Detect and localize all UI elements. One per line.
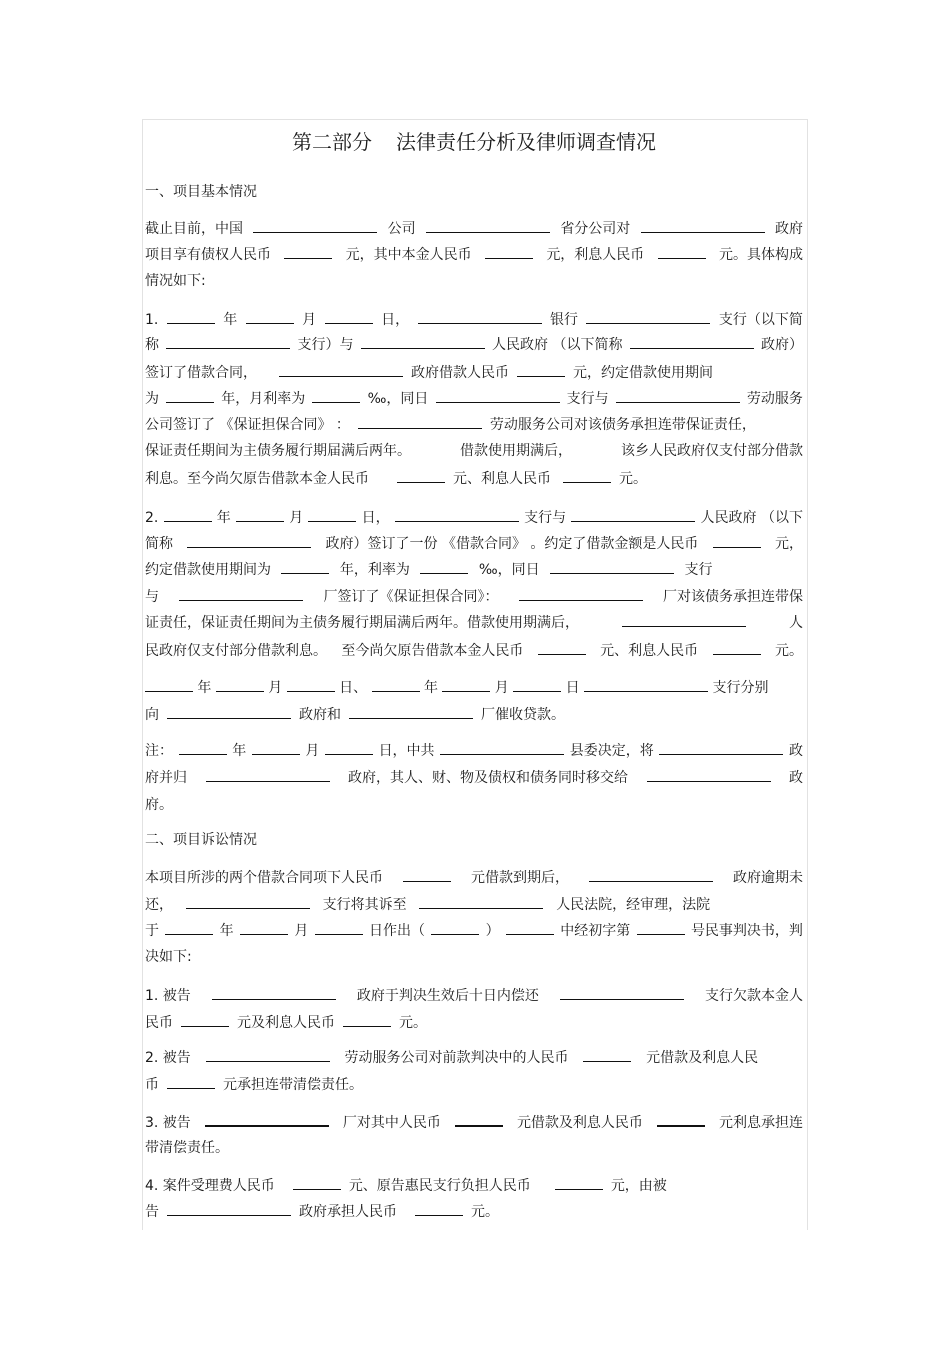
text-segment: 政 [789,770,803,786]
text-segment: 称 [145,337,159,353]
blank-field [246,308,294,324]
text-line [145,361,803,383]
text-segment: 元、利息人民币 [453,471,551,487]
blank-field [279,361,403,377]
text-segment: 元，其中本金人民币 [345,247,472,263]
blank-field [415,1200,463,1216]
text-line [145,766,803,788]
blank-field [372,676,420,692]
text-line [145,946,803,968]
text-segment: 与 [145,589,159,605]
text-segment: 政府）签订了一份 《借款合同》 。约定了借款金额是人民币 [325,536,699,552]
text-segment: 项目享有债权人民币 [145,247,271,263]
text-segment: 日， [361,510,390,526]
text-segment: 本项目所涉的两个借款合同项下人民币 [145,870,383,886]
text-line [145,308,803,330]
text-segment: 元。 [399,1015,427,1031]
text-segment: 公司签订了 《保证担保合同》 ： [145,417,350,433]
text-segment: 至今尚欠原告借款本金人民币 [341,643,524,659]
text-segment: 还， [145,897,173,913]
text-segment: 县委决定，将 [569,743,654,759]
blank-field [647,766,771,782]
text-segment: 政府，其人、财、物及债权和债务同时移交给 [348,770,628,786]
blank-field [517,361,565,377]
text-segment: 1. [145,312,159,328]
text-segment: 支行 [684,562,713,578]
blank-field [179,739,227,755]
text-segment: 政府借款人民币 [411,365,509,381]
text-segment: 省分公司对 [560,221,631,237]
text-line [145,243,803,265]
text-line [145,1011,803,1033]
text-segment: 厂对该债务承担连带保 [663,589,803,605]
blank-field [616,387,740,403]
blank-field [312,387,360,403]
text-segment: 政府和 [299,707,341,723]
text-segment: 日， [381,312,410,328]
text-segment: 证责任，保证责任期间为主债务履行期届满后两年。借款使用期满后， [145,615,579,631]
text-segment: 支行与 [524,510,567,526]
blank-field [216,676,264,692]
blank-field [589,866,713,882]
text-segment: 日，中共 [378,743,435,759]
text-line [145,413,803,435]
blank-field [325,308,373,324]
text-segment: 币 [145,1077,159,1093]
text-segment: 月 [494,680,509,696]
text-segment: 人民政府 （以下简称 [492,337,623,353]
text-segment: 年 [423,680,438,696]
blank-field [281,558,329,574]
text-segment: 厂对其中人民币 [342,1115,441,1131]
text-segment: 人民法院，经审理，法院 [556,897,711,913]
text-segment: 府并归 [145,770,187,786]
text-line [145,585,803,607]
blank-field [418,308,542,324]
blank-field [287,676,335,692]
text-segment: 中经初字第 [560,923,631,939]
blank-field [358,413,482,429]
blank-field [583,1046,631,1062]
text-segment: 元、利息人民币 [600,643,699,659]
text-segment: 元，由被 [610,1178,667,1194]
blank-field [506,919,554,935]
blank-field [236,506,284,522]
text-line [145,739,803,761]
text-line [145,217,803,239]
text-segment: 元。 [471,1204,499,1220]
text-segment: 利息。至今尚欠原告借款本金人民币 [145,471,369,487]
text-line [145,611,803,633]
text-segment: 借款使用期满后， [460,443,572,459]
text-segment: 元，约定借款使用期间 [573,365,713,381]
text-segment: 向 [145,707,159,723]
title-text: 法律责任分析及律师调查情况 [396,130,656,154]
blank-field [325,739,373,755]
blank-field [637,919,685,935]
blank-field [420,558,468,574]
text-segment: 政府于判决生效后十日内偿还 [356,988,539,1004]
blank-field [586,308,710,324]
text-line [145,270,803,292]
text-segment: 元承担连带清偿责任。 [223,1077,363,1093]
blank-field [240,919,288,935]
text-segment: 元， [774,536,803,552]
blank-field [440,739,564,755]
text-segment: 元。 [774,643,803,659]
text-segment: 元。 [619,471,647,487]
text-segment: 年 [197,680,212,696]
text-segment: 决如下: [145,949,192,965]
text-segment: 4. 案件受理费人民币 [145,1178,275,1194]
text-segment: 政府逾期未 [733,870,803,886]
text-segment: 政 [788,743,803,759]
text-segment: 年 [216,510,231,526]
text-line [145,1137,803,1159]
text-segment: 府。 [145,797,173,813]
text-segment: 支行分别 [712,680,769,696]
text-segment: 日作出（ [368,923,425,939]
blank-field [442,676,490,692]
blank-field [166,387,214,403]
blank-field [315,919,363,935]
text-line [145,703,803,725]
blank-field [293,1174,341,1190]
text-segment: 元利息承担连 [719,1115,803,1131]
text-segment: 简称 [145,536,173,552]
text-line [145,532,803,554]
text-line [145,333,803,355]
title-part: 第二部分 [292,130,372,154]
text-line [145,676,803,698]
text-segment: 注： [145,743,173,759]
text-line [145,866,803,888]
blank-field [419,893,543,909]
blank-field [658,243,706,259]
text-segment: 月 [294,923,309,939]
blank-field [431,919,479,935]
text-segment: 支行欠款本金人 [705,988,803,1004]
text-segment: 民币 [145,1015,173,1031]
blank-field [563,467,611,483]
blank-field [284,243,332,259]
text-line [145,984,803,1006]
text-line [145,1174,803,1196]
blank-field [436,387,560,403]
text-line [145,1110,803,1132]
blank-field [186,893,310,909]
blank-field [538,639,586,655]
text-line [145,467,803,489]
blank-field [252,739,300,755]
blank-field [630,333,754,349]
text-segment: 元借款及利息人民 [646,1050,759,1066]
text-segment: 日 [565,680,580,696]
text-segment: 为 [145,391,159,407]
text-segment: 公司 [387,221,416,237]
text-line [145,440,803,462]
blank-field [206,1046,330,1062]
text-segment: 厂催收贷款。 [481,707,565,723]
section-heading-litigation: 二、项目诉讼情况 [145,832,257,848]
text-segment: ） [485,923,500,939]
blank-field [485,243,533,259]
text-segment: 政府 [774,221,803,237]
blank-field [659,739,783,755]
blank-field [349,703,473,719]
text-segment: ‰，同日 [367,391,429,407]
blank-field [403,866,451,882]
text-segment: 月 [302,312,317,328]
blank-field [167,308,215,324]
blank-field [622,611,746,627]
blank-field [713,639,761,655]
text-segment: 民政府仅支付部分借款利息。 [145,643,327,659]
text-segment: 元借款到期后， [471,870,569,886]
text-segment: 政府承担人民币 [299,1204,397,1220]
blank-field [361,333,485,349]
text-segment: 3. 被告 [145,1115,191,1131]
text-line [145,1073,803,1095]
text-segment: 告 [145,1204,159,1220]
blank-field [713,532,761,548]
blank-field [167,1200,291,1216]
text-segment: 支行与 [566,391,609,407]
blank-field [571,506,695,522]
blank-field [641,217,765,233]
blank-field [145,676,193,692]
blank-field [657,1110,705,1127]
blank-field [212,984,336,1000]
text-segment: 人 [789,615,803,631]
text-line [145,1200,803,1222]
blank-field [179,585,303,601]
blank-field [397,467,445,483]
text-line [145,558,803,580]
blank-field [167,703,291,719]
text-segment: 厂签订了《保证担保合同》： [323,589,499,605]
text-segment: 年，利率为 [339,562,410,578]
text-segment: 日、 [339,680,368,696]
blank-field [205,1110,329,1127]
blank-field [560,984,684,1000]
text-segment: 于 [145,923,159,939]
text-segment: 劳动服务公司对该债务承担连带保证责任， [489,417,756,433]
text-segment: 年 [219,923,234,939]
text-segment: 元。具体构成 [718,247,803,263]
text-segment: 年 [232,743,247,759]
page-title [142,128,806,156]
blank-field [584,676,708,692]
text-segment: 年 [223,312,238,328]
blank-field [513,676,561,692]
text-segment: 情况如下: [145,273,206,289]
text-segment: 元借款及利息人民币 [516,1115,643,1131]
text-segment: 支行（以下简 [718,312,803,328]
blank-field [165,919,213,935]
blank-field [550,558,674,574]
blank-field [181,1011,229,1027]
text-segment: 月 [268,680,283,696]
text-segment: 元、原告惠民支行负担人民币 [348,1178,531,1194]
blank-field [206,766,330,782]
text-segment: 1. 被告 [145,988,191,1004]
blank-field [187,532,311,548]
text-segment: 签订了借款合同， [145,365,257,381]
text-segment: 2. [145,510,159,526]
text-segment: 政府） [760,337,803,353]
blank-field [555,1174,603,1190]
text-line [145,794,803,816]
blank-field [164,506,212,522]
blank-field [167,1073,215,1089]
text-line [145,639,803,661]
blank-field [253,217,377,233]
text-segment: 约定借款使用期间为 [145,562,271,578]
text-segment: 号民事判决书，判 [690,923,803,939]
text-segment: 月 [289,510,304,526]
text-segment: 该乡人民政府仅支付部分借款 [621,443,803,459]
text-segment: 支行将其诉至 [322,897,407,913]
blank-field [343,1011,391,1027]
blank-field [166,333,290,349]
text-segment: 支行）与 [297,337,354,353]
text-segment: 元及利息人民币 [237,1015,335,1031]
blank-field [395,506,519,522]
text-segment: 元，利息人民币 [546,247,645,263]
text-segment: 截止目前，中国 [145,221,243,237]
blank-field [455,1110,503,1127]
text-segment: 劳动服务 [746,391,803,407]
text-line [145,387,803,409]
text-segment: ‰，同日 [478,562,540,578]
text-segment: 银行 [549,312,578,328]
text-segment: 保证责任期间为主债务履行期届满后两年。 [145,443,411,459]
text-line [145,1046,803,1068]
blank-field [308,506,356,522]
text-segment: 劳动服务公司对前款判决中的人民币 [344,1050,569,1066]
text-segment: 年，月利率为 [221,391,306,407]
text-line [145,919,803,941]
blank-field [426,217,550,233]
text-segment: 月 [305,743,320,759]
text-segment: 带清偿责任。 [145,1140,229,1156]
text-line [145,893,803,915]
blank-field [519,585,643,601]
section-heading-basic: 一、项目基本情况 [145,184,257,200]
text-segment: 2. 被告 [145,1050,191,1066]
text-segment: 人民政府 （以下 [700,510,803,526]
text-line [145,506,803,528]
